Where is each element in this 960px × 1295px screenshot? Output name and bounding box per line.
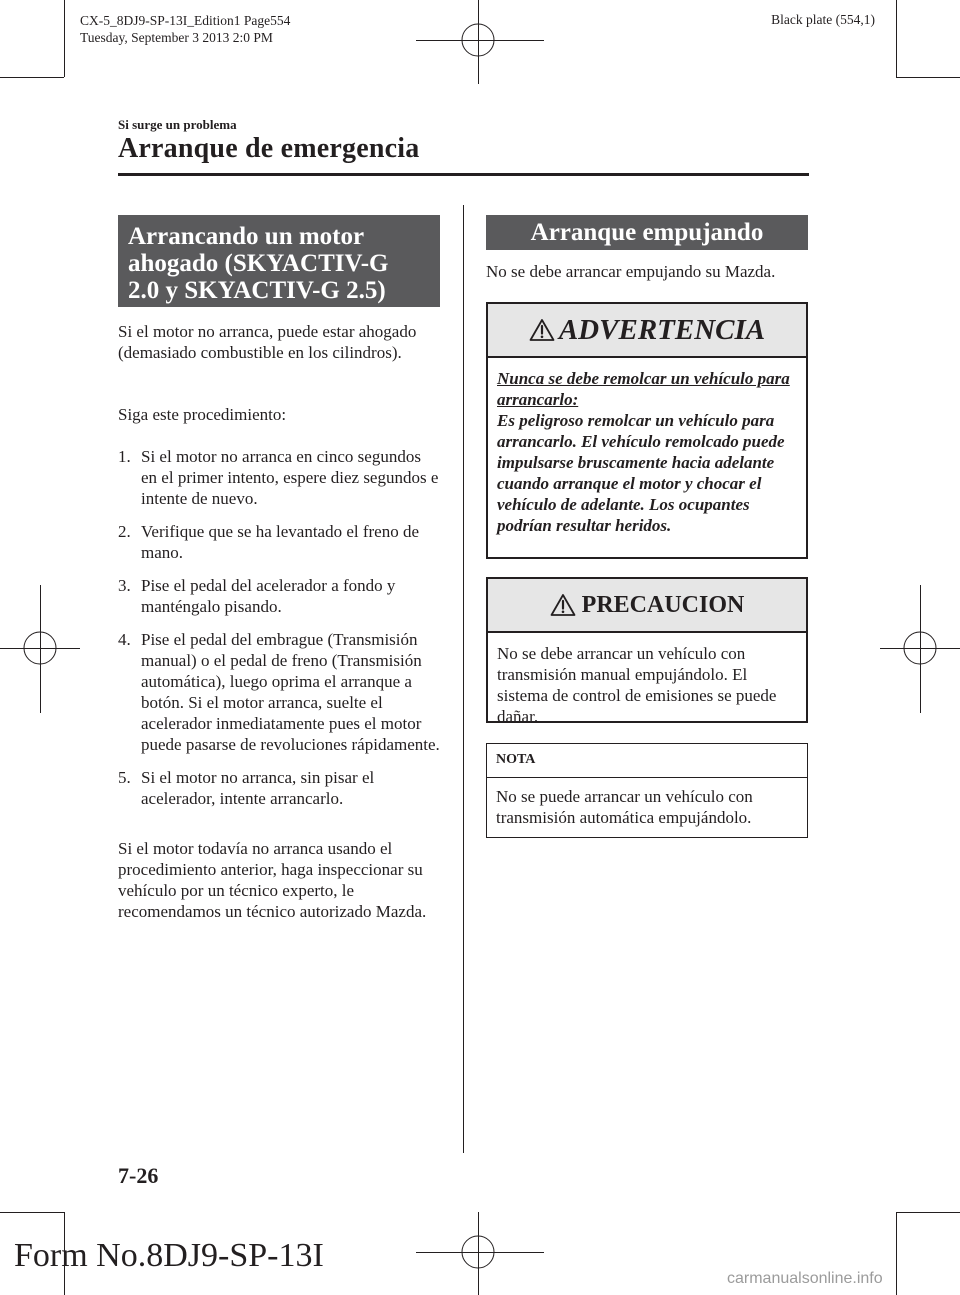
step-text: Si el motor no arranca, sin pisar el acelerador, intente arrancarlo.: [141, 768, 375, 808]
left-heading-line: Arrancando un motor: [128, 223, 365, 250]
step-number: 3.: [118, 576, 131, 595]
right-section-heading: Arranque empujando: [486, 215, 808, 250]
list-item: [118, 521, 440, 563]
warning-header: [488, 304, 806, 358]
right-intro: No se debe arrancar empujando su Mazda.: [486, 262, 776, 281]
step-text: Pise el pedal del embrague (Transmisión manual) o el pedal de freno (Transmisión automática), luego oprima el arranque a botón. Si el motor arranca, suelte el acelerador inmediatamente pues el motor puede pasarse de revoluciones rápidamente.: [141, 630, 440, 754]
form-number: Form No.8DJ9-SP-13I: [14, 1237, 324, 1274]
caution-title: PRECAUCION: [581, 591, 745, 618]
list-item: [118, 767, 440, 809]
warning-lead: Nunca se debe remolcar un vehículo para arrancarlo:: [497, 369, 790, 409]
step-number: 2.: [118, 522, 131, 541]
left-heading-line: 2.0 y SKYACTIV-G 2.5): [128, 277, 386, 304]
note-title: NOTA: [487, 744, 807, 778]
left-intro: Si el motor no arranca, puede estar ahogado (demasiado combustible en los cilindros).: [118, 322, 417, 362]
list-item: [118, 629, 440, 755]
step-text: Verifique que se ha levantado el freno de mano.: [141, 522, 420, 562]
file-info-line1: CX-5_8DJ9-SP-13I_Edition1 Page554: [80, 13, 291, 28]
caution-text: No se debe arrancar un vehículo con transmisión manual empujándolo. El sistema de control de emisiones se puede dañar.: [497, 644, 777, 726]
warning-triangle-icon: [529, 318, 555, 342]
file-info: [80, 12, 290, 46]
note-box: [486, 743, 808, 838]
warning-body: [488, 358, 806, 548]
left-section-heading: [118, 215, 440, 307]
step-text: Pise el pedal del acelerador a fondo y manténgalo pisando.: [141, 576, 396, 616]
plate-info: Black plate (554,1): [771, 12, 875, 27]
caution-header: [488, 579, 806, 633]
left-closing: Si el motor todavía no arranca usando el procedimiento anterior, haga inspeccionar su vehículo por un técnico experto, le recomendamos un técnico autorizado Mazda.: [118, 839, 427, 921]
page-number: 7-26: [118, 1163, 159, 1188]
warning-box: [486, 302, 808, 559]
list-item: [118, 575, 440, 617]
left-heading-line: ahogado (SKYACTIV-G: [128, 250, 389, 277]
step-text: Si el motor no arranca en cinco segundos en el primer intento, espere diez segundos e intente de nuevo.: [141, 447, 439, 508]
watermark: carmanualsonline.info: [727, 1270, 883, 1287]
caution-triangle-icon: [550, 593, 576, 617]
list-item: [118, 446, 440, 509]
section-label: Si surge un problema: [118, 117, 237, 132]
title-rule: [118, 173, 809, 176]
note-text: No se puede arrancar un vehículo con transmisión automática empujándolo.: [496, 787, 753, 827]
page-title: Arranque de emergencia: [118, 133, 420, 164]
step-number: 1.: [118, 447, 131, 466]
step-number: 4.: [118, 630, 131, 649]
file-info-line2: Tuesday, September 3 2013 2:0 PM: [80, 30, 273, 45]
caution-box: [486, 577, 808, 726]
step-number: 5.: [118, 768, 131, 787]
warning-title: ADVERTENCIA: [558, 313, 766, 346]
procedure-steps: [118, 446, 440, 821]
warning-text: Es peligroso remolcar un vehículo para arrancarlo. El vehículo remolcado puede impulsarse bruscamente hacia adelante cuando arranque el motor y chocar el vehículo de adelante. Los ocupantes podrían resultar heridos.: [497, 411, 785, 535]
procedure-intro: Siga este procedimiento:: [118, 405, 287, 424]
